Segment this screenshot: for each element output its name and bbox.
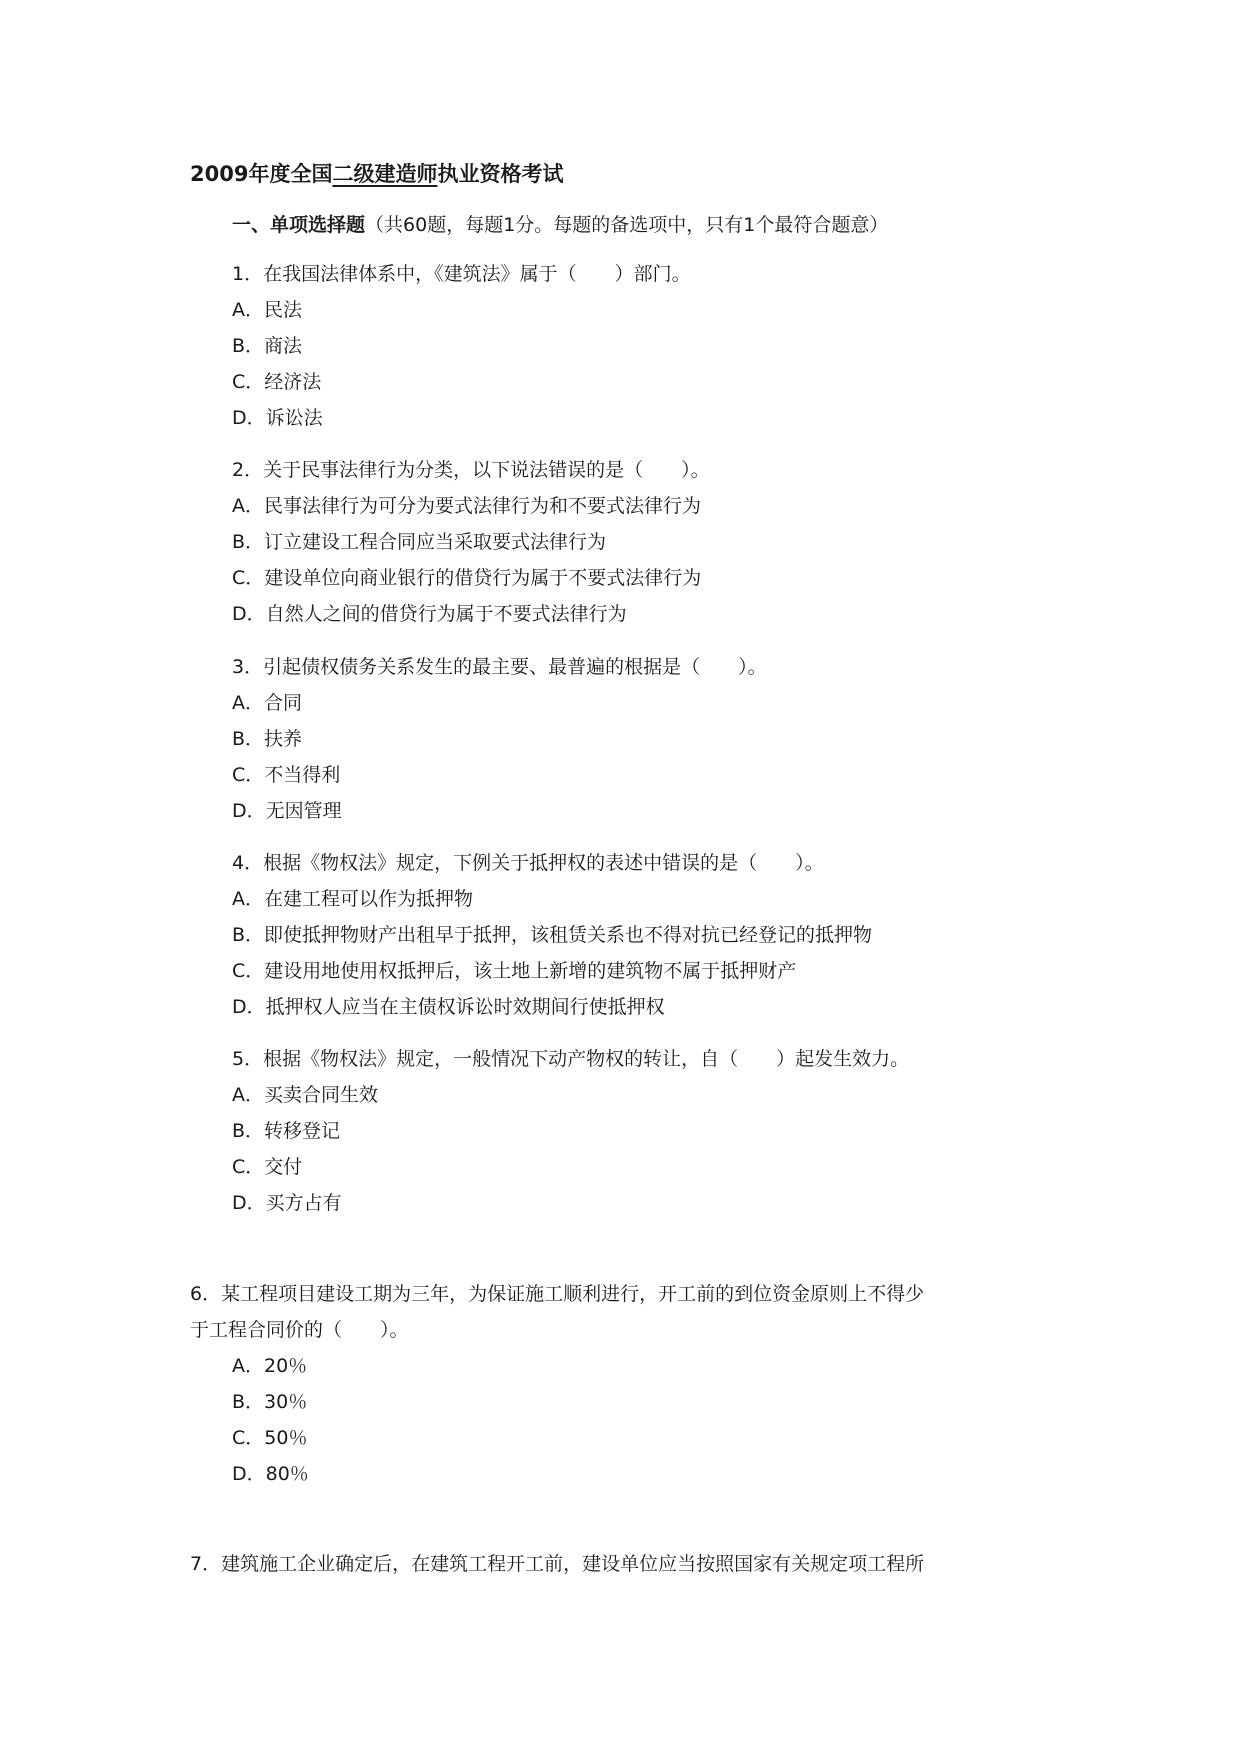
question-3: 3．引起债权债务关系发生的最主要、最普遍的根据是（ ）。 <box>232 656 767 678</box>
option-1a: A．民法 <box>232 299 302 321</box>
question-6-line-2: 于工程合同价的（ ）。 <box>190 1319 409 1341</box>
section-head: 一、单项选择题 <box>232 214 366 236</box>
option-5b: B．转移登记 <box>232 1120 341 1142</box>
question-7: 7．建筑施工企业确定后，在建筑工程开工前，建设单位应当按照国家有关规定项工程所 <box>190 1553 925 1575</box>
option-2d: D．自然人之间的借贷行为属于不要式法律行为 <box>232 603 627 625</box>
option-6c: C．50％ <box>232 1427 308 1449</box>
option-5a: A．买卖合同生效 <box>232 1084 378 1106</box>
option-6a: A．20％ <box>232 1355 308 1377</box>
document-title <box>190 160 563 188</box>
option-1c: C．经济法 <box>232 371 322 393</box>
option-4b: B．即使抵押物财产出租早于抵押，该租赁关系也不得对抗已经登记的抵押物 <box>232 924 873 946</box>
option-5c: C．交付 <box>232 1156 303 1178</box>
option-2b: B．订立建设工程合同应当采取要式法律行为 <box>232 531 607 553</box>
option-3d: D．无因管理 <box>232 800 342 822</box>
section-heading <box>232 211 888 239</box>
option-1d: D．诉讼法 <box>232 407 323 429</box>
option-3a: A．合同 <box>232 692 302 714</box>
option-2c: C．建设单位向商业银行的借贷行为属于不要式法律行为 <box>232 567 702 589</box>
option-4a: A．在建工程可以作为抵押物 <box>232 888 473 910</box>
option-6b: B．30％ <box>232 1391 308 1413</box>
option-4c: C．建设用地使用权抵押后，该土地上新增的建筑物不属于抵押财产 <box>232 960 797 982</box>
title-underlined: 二级建造师 <box>332 162 438 186</box>
option-3b: B．扶养 <box>232 728 303 750</box>
option-3c: C．不当得利 <box>232 764 341 786</box>
section-note: （共60题，每题1分。每题的备选项中，只有1个最符合题意） <box>365 214 889 236</box>
option-4d: D．抵押权人应当在主债权诉讼时效期间行使抵押权 <box>232 996 665 1018</box>
question-4: 4．根据《物权法》规定，下例关于抵押权的表述中错误的是（ ）。 <box>232 852 824 874</box>
title-suffix: 执业资格考试 <box>437 162 564 186</box>
question-6-line-1: 6．某工程项目建设工期为三年，为保证施工顺利进行，开工前的到位资金原则上不得少 <box>190 1283 925 1305</box>
option-5d: D．买方占有 <box>232 1192 342 1214</box>
question-2: 2．关于民事法律行为分类，以下说法错误的是（ ）。 <box>232 459 710 481</box>
title-prefix: 2009年度全国 <box>190 162 333 186</box>
option-6d: D．80％ <box>232 1463 309 1485</box>
question-5: 5．根据《物权法》规定，一般情况下动产物权的转让，自（ ）起发生效力。 <box>232 1048 910 1070</box>
option-1b: B．商法 <box>232 335 303 357</box>
option-2a: A．民事法律行为可分为要式法律行为和不要式法律行为 <box>232 495 701 517</box>
question-1: 1．在我国法律体系中，《建筑法》属于（ ）部门。 <box>232 263 691 285</box>
